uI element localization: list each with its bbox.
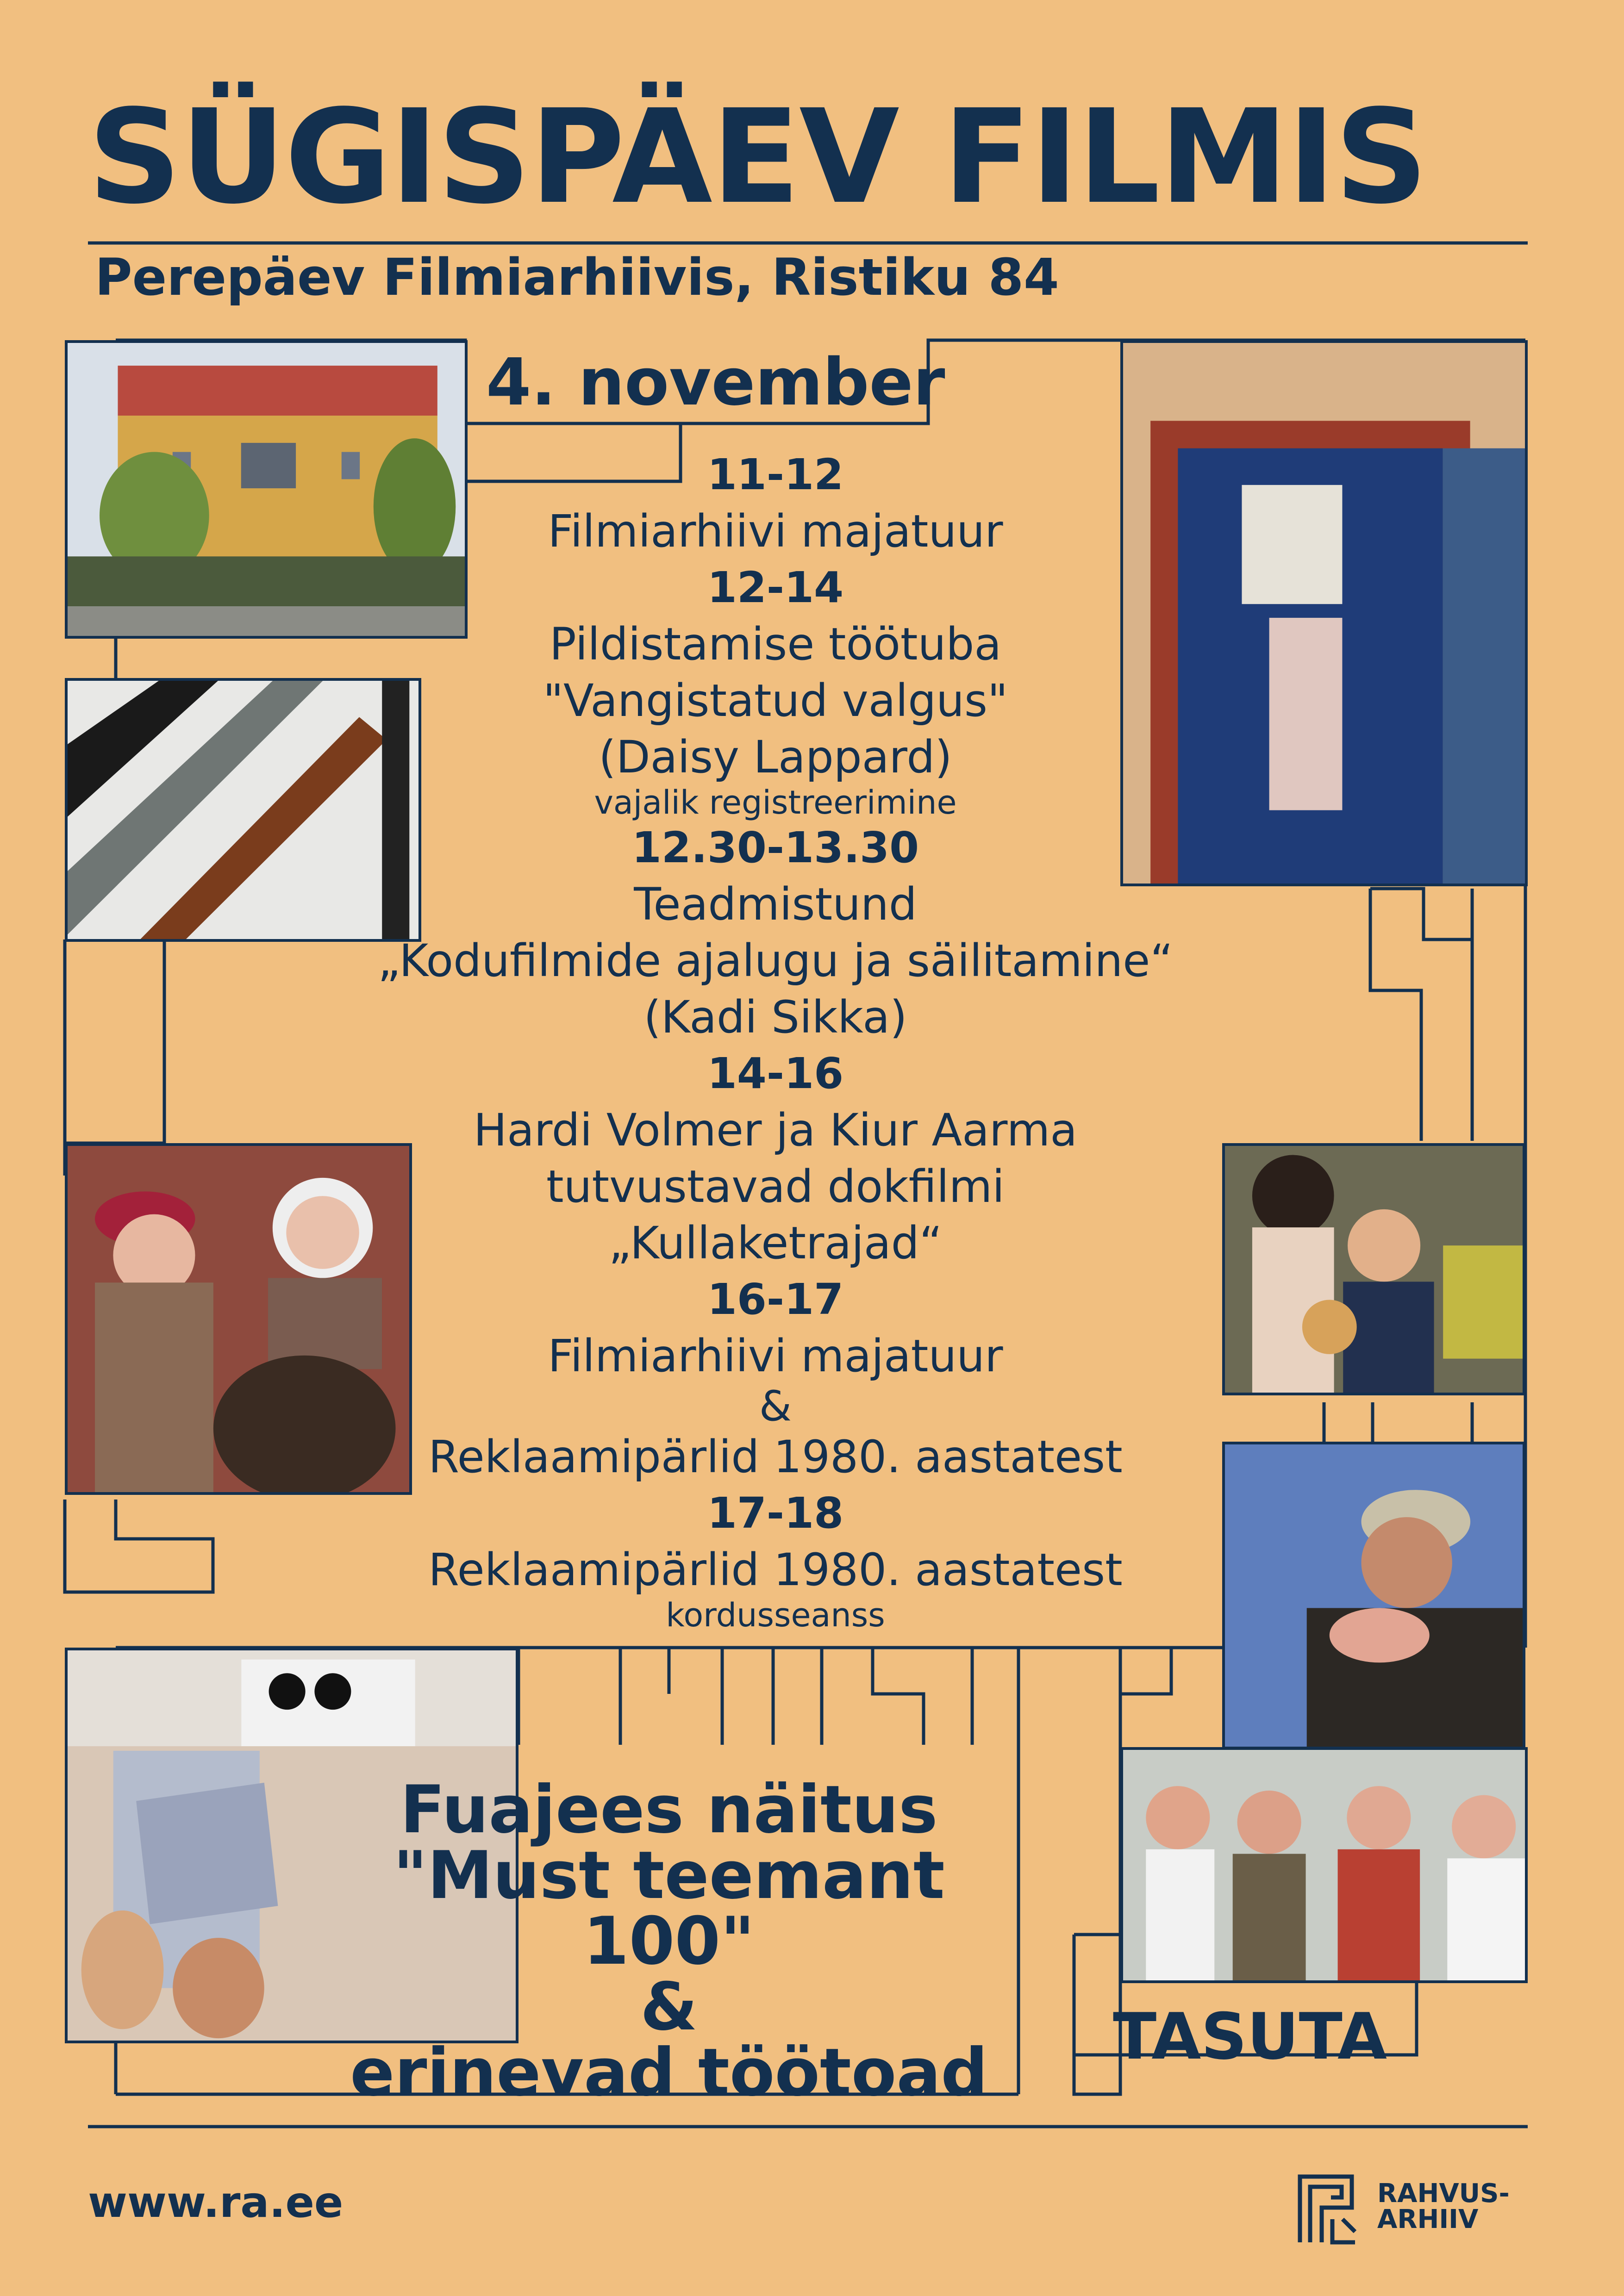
program-line: tutvustavad dokfilmi <box>546 1161 1005 1213</box>
program-note: vajalik registreerimine <box>594 784 957 821</box>
exhibition-notice <box>319 1772 1018 2111</box>
exhibit-line: & <box>640 1969 698 2045</box>
program-item <box>231 1271 1319 1485</box>
poster-title: SÜGISPÄEV FILMIS <box>88 82 1427 233</box>
program-line: Reklaamipärlid 1980. aastatest <box>428 1431 1123 1483</box>
rahvusarhiiv-logo-text <box>1377 2178 1510 2234</box>
rahvusarhiiv-logo-icon <box>1296 2173 1359 2245</box>
program-item <box>231 560 1319 820</box>
program-time: 17-18 <box>707 1488 844 1538</box>
program-line: Pildistamise töötuba <box>549 618 1002 670</box>
program-item <box>231 1485 1319 1632</box>
logo-text-line: RAHVUS- <box>1377 2178 1510 2209</box>
event-date: 4. november <box>486 345 945 420</box>
program-line: (Kadi Sikka) <box>643 991 907 1043</box>
program-item <box>231 820 1319 1045</box>
program-line: "Vangistatud valgus" <box>543 675 1008 727</box>
program-schedule <box>231 447 1319 1632</box>
price-label: TASUTA <box>1113 1999 1387 2074</box>
exhibit-line: erinevad töötoad <box>350 2035 988 2111</box>
program-note: kordusseanss <box>666 1596 885 1634</box>
program-time: 16-17 <box>707 1275 844 1324</box>
program-item <box>231 1045 1319 1271</box>
program-line: „Kullaketrajad“ <box>608 1217 943 1269</box>
program-line: Teadmistund <box>634 878 917 930</box>
logo-text-line: ARHIIV <box>1377 2204 1479 2234</box>
program-line: (Daisy Lappard) <box>599 731 952 783</box>
program-time: 14-16 <box>707 1049 844 1098</box>
exhibit-line: Fuajees näitus <box>400 1772 938 1848</box>
program-line: Filmiarhiivi majatuur <box>548 505 1003 557</box>
program-time: 11-12 <box>707 450 844 499</box>
program-line: Reklaamipärlid 1980. aastatest <box>428 1544 1123 1596</box>
program-line: Hardi Volmer ja Kiur Aarma <box>473 1104 1078 1156</box>
program-line: Filmiarhiivi majatuur <box>548 1330 1003 1382</box>
program-item <box>231 447 1319 560</box>
poster-subtitle: Perepäev Filmiarhiivis, Ristiku 84 <box>95 248 1059 307</box>
program-line: & <box>759 1382 792 1431</box>
program-time: 12-14 <box>707 563 844 612</box>
men-in-aprons-photo <box>1120 1747 1528 1983</box>
program-time: 12.30-13.30 <box>631 823 919 872</box>
program-line: „Kodufilmide ajalugu ja säilitamine“ <box>377 935 1174 987</box>
exhibit-line: "Must teemant 100" <box>393 1837 945 1979</box>
website-link[interactable]: www.ra.ee <box>88 2178 344 2227</box>
